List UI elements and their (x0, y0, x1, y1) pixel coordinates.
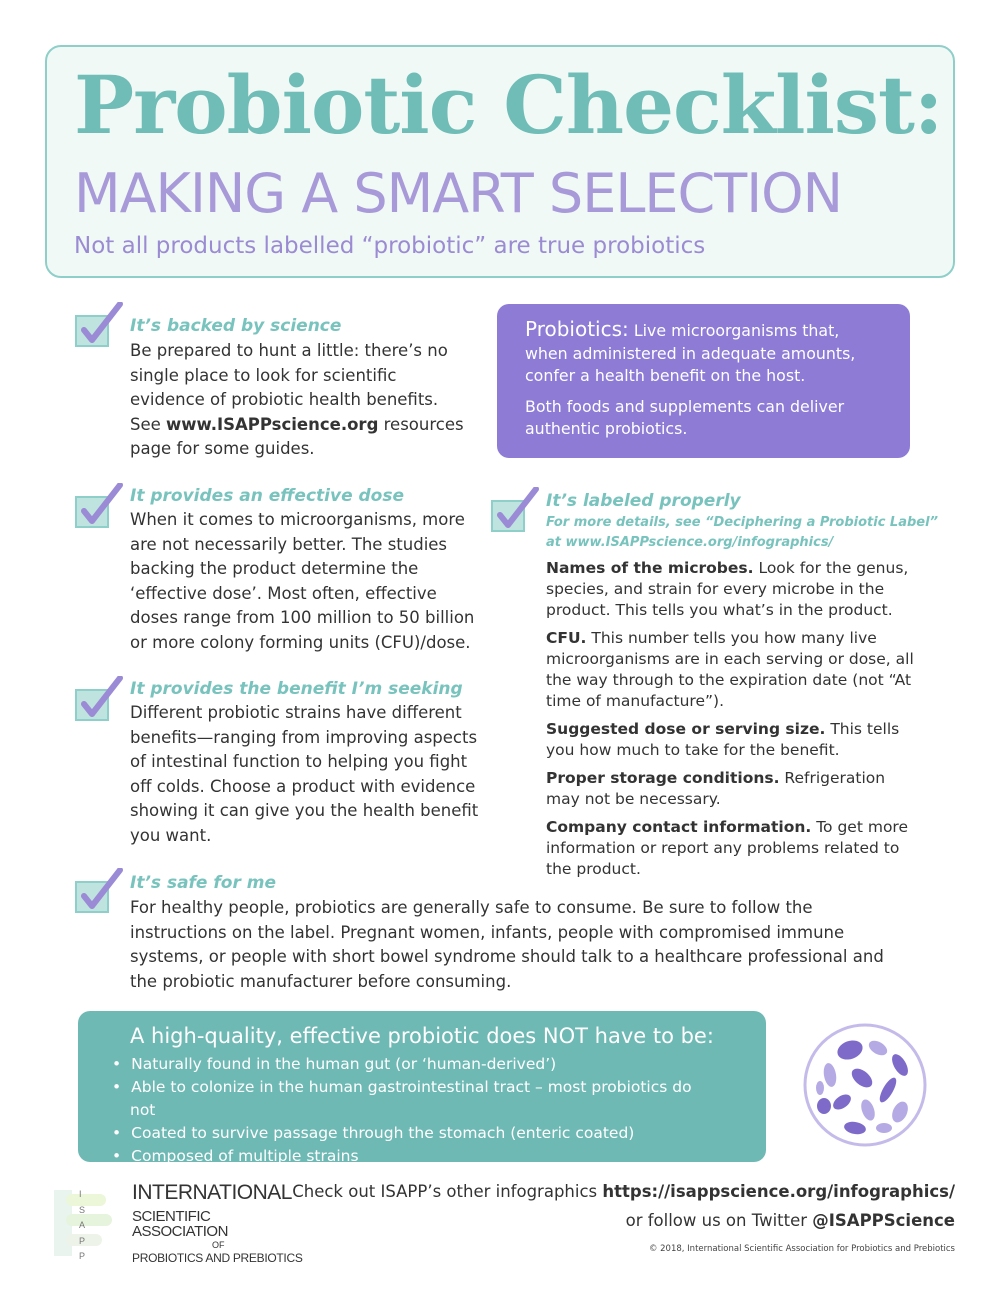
logo-line: INTERNATIONAL (132, 1181, 292, 1204)
label-entry-heading: CFU. (546, 629, 587, 647)
footer-text: or follow us on Twitter (625, 1211, 813, 1230)
label-entry-heading: Company contact information. (546, 818, 812, 836)
item-title: It provides an effective dose (130, 486, 405, 506)
not-required-title: A high-quality, effective probiotic does NOT have to be: (130, 1024, 714, 1048)
logo-letters: I S A P P (79, 1189, 86, 1261)
item-body (130, 339, 470, 462)
definition-box (497, 304, 910, 458)
header-box (45, 45, 955, 278)
page-title: Probiotic Checklist: (74, 58, 943, 152)
label-details-line: at www.ISAPPscience.org/infographics/ (546, 535, 834, 550)
logo-mark-icon (52, 1182, 127, 1264)
definition-note: Both foods and supplements can deliver authentic probiotics. (525, 396, 845, 438)
copyright: © 2018, International Scientific Association for Probiotics and Prebiotics (648, 1244, 955, 1254)
footer-twitter-line (626, 1211, 955, 1230)
page-subtitle: MAKING A SMART SELECTION (74, 162, 843, 225)
check-box-icon (74, 483, 126, 531)
label-entry (546, 719, 916, 761)
label-details-note (546, 513, 938, 553)
label-entry-text: To get more information or report any problems related to the product. (546, 818, 908, 878)
label-entry-heading: Proper storage conditions. (546, 769, 780, 787)
item-title: It provides the benefit I’m seeking (130, 679, 463, 699)
list-item: • Coated to survive passage through the stomach (enteric coated) (130, 1122, 714, 1145)
label-entry-heading: Suggested dose or serving size. (546, 720, 826, 738)
twitter-handle-link[interactable]: @ISAPPScience (812, 1211, 955, 1230)
label-entry-text: Refrigeration may not be necessary. (546, 769, 886, 808)
logo-text (132, 1182, 307, 1264)
label-entry-text: Look for the genus, species, and strain for every microbe in the product. This tells you what’s in the product. (546, 559, 909, 619)
item-title: It’s backed by science (130, 316, 342, 336)
not-required-box (78, 1011, 766, 1165)
item-body-text: Be prepared to hunt a little: there’s no single place to look for scientific evidence of probiotic health benefits. See (130, 341, 448, 434)
check-box-icon (74, 868, 126, 916)
not-required-list (130, 1053, 714, 1168)
list-item: • Naturally found in the human gut (or ‘human-derived’) (130, 1053, 714, 1076)
infographics-link[interactable]: https://isappscience.org/infographics/ (602, 1182, 955, 1201)
logo-line: PROBIOTICS AND PREBIOTICS (132, 1251, 303, 1265)
logo-line: OF (212, 1240, 225, 1250)
label-entry-text: This tells you how much to take for the benefit. (546, 720, 900, 759)
label-entry (546, 628, 916, 712)
item-body: For healthy people, probiotics are generally safe to consume. Be sure to follow the instructions on the label. Pregnant women, infants, people with compromised immune systems, or people with short bowel syndrome should talk to a healthcare professional and the probiotic manufacturer before consuming. (130, 898, 884, 991)
label-entry-heading: Names of the microbes. (546, 559, 754, 577)
label-entry (546, 817, 916, 880)
item-body: Different probiotic strains have different benefits—ranging from improving aspects of intestinal function to helping you fight off colds. Choose a product with evidence showing it can give you the health benefit you want. (130, 703, 479, 845)
page-tagline: Not all products labelled “probiotic” are true probiotics (74, 233, 706, 259)
footer-infographics-line (292, 1182, 955, 1201)
check-box-icon (74, 676, 126, 724)
isapp-link-text: www.ISAPPscience.org (166, 414, 379, 434)
label-entry (546, 768, 916, 810)
item-body: When it comes to microorganisms, more are not necessarily better. The studies backing the product determine the ‘effective dose’. Most often, effective doses range from 100 million to 50 billion or more colony forming units (CFU)/dose. (130, 510, 475, 652)
label-entry-text: This number tells you how many live microorganisms are in each serving or dose, all the way through to the expiration date (not “At time of manufacture”). (546, 629, 914, 710)
definition-text: Live microorganisms that, when administered in adequate amounts, confer a health benefit on the host. (525, 321, 856, 385)
item-body-text: resources page for some guides. (130, 414, 464, 458)
item-title: It’s labeled properly (546, 491, 741, 511)
isapp-logo (52, 1182, 307, 1264)
list-item: • Able to colonize in the human gastrointestinal tract – most probiotics do not (130, 1076, 714, 1122)
check-box-icon (490, 487, 542, 535)
microbe-circle-icon (800, 1020, 930, 1150)
footer-text: Check out ISAPP’s other infographics (292, 1182, 603, 1201)
label-details-line: For more details, see “Deciphering a Probiotic Label” (546, 515, 938, 530)
logo-line: SCIENTIFIC ASSOCIATION (132, 1208, 228, 1240)
list-item: • Composed of multiple strains (130, 1145, 714, 1168)
definition-term: Probiotics: (525, 317, 629, 341)
label-entry (546, 558, 916, 621)
check-box-icon (74, 302, 126, 350)
item-title: It’s safe for me (130, 873, 277, 893)
